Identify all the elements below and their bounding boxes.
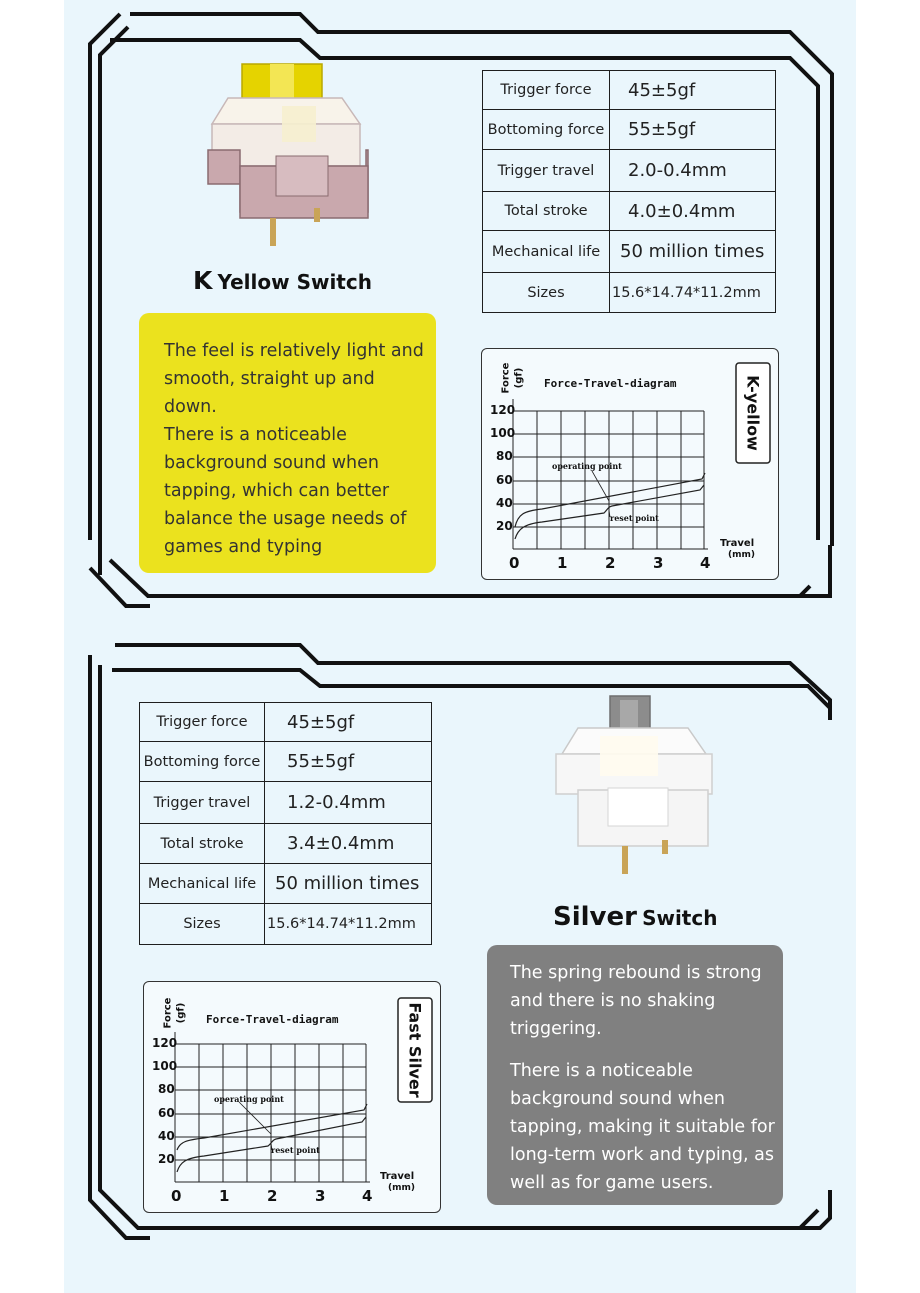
description-paragraph: There is a noticeable background sound when tapping, making it suitable for long-term work and typing, as well as for game users. — [510, 1061, 775, 1193]
x-tick: 1 — [219, 1187, 230, 1205]
description-box — [487, 945, 783, 1205]
y-tick: 80 — [496, 449, 513, 463]
spec-table — [139, 702, 432, 945]
y-tick: 40 — [496, 496, 513, 510]
spec-row — [483, 192, 776, 231]
switch-title — [193, 266, 372, 295]
y-tick: 20 — [496, 519, 513, 533]
diagram-x-unit: (mm) — [728, 550, 755, 560]
x-tick: 1 — [557, 554, 568, 572]
diagram-y-label: Force — [162, 997, 174, 1029]
spec-row — [140, 824, 432, 864]
x-tick: 4 — [700, 554, 711, 572]
y-tick: 60 — [158, 1106, 175, 1120]
spec-label: Mechanical life — [140, 864, 265, 904]
spec-value: 55±5gf — [610, 110, 776, 150]
spec-label: Trigger travel — [140, 782, 265, 824]
spec-value: 4.0±0.4mm — [610, 192, 776, 231]
x-tick: 2 — [605, 554, 616, 572]
x-tick: 2 — [267, 1187, 278, 1205]
spec-label: Bottoming force — [483, 110, 610, 150]
diagram-x-label: Travel — [720, 538, 755, 549]
silver-switch-image — [548, 692, 718, 882]
description-paragraph: The spring rebound is strong and there is no shaking triggering. — [510, 963, 762, 1039]
switch-name-prefix: Silver — [553, 902, 637, 932]
switch-name-suffix: Switch — [642, 906, 718, 930]
y-tick: 20 — [158, 1152, 175, 1166]
operating-point-label: operating point — [552, 461, 622, 471]
spec-value: 2.0-0.4mm — [610, 150, 776, 192]
diagram-title: Force-Travel-diagram — [206, 1013, 339, 1026]
diagram-badge-label: K-yellow — [743, 375, 763, 451]
switch-title — [553, 902, 717, 932]
spec-label: Bottoming force — [140, 742, 265, 782]
x-tick: 0 — [509, 554, 520, 572]
diagram-x-label: Travel — [380, 1171, 415, 1182]
spec-value: 15.6*14.74*11.2mm — [265, 904, 432, 945]
spec-row — [140, 742, 432, 782]
spec-row — [140, 703, 432, 742]
y-tick: 120 — [152, 1036, 178, 1050]
reset-point-label: reset point — [271, 1145, 320, 1155]
spec-label: Trigger force — [140, 703, 265, 742]
spec-row — [483, 71, 776, 110]
diagram-x-unit: (mm) — [388, 1183, 415, 1193]
diagram-title: Force-Travel-diagram — [544, 377, 677, 390]
spec-value: 55±5gf — [265, 742, 432, 782]
operating-point-label: operating point — [214, 1094, 284, 1104]
spec-row — [483, 231, 776, 273]
y-tick: 120 — [490, 403, 516, 417]
spec-value: 1.2-0.4mm — [265, 782, 432, 824]
switch-name-suffix: Yellow Switch — [217, 270, 372, 294]
spec-value: 45±5gf — [265, 703, 432, 742]
y-tick: 100 — [152, 1059, 178, 1073]
x-tick: 3 — [653, 554, 664, 572]
x-tick: 3 — [315, 1187, 326, 1205]
spec-value: 50 million times — [610, 231, 776, 273]
spec-label: Sizes — [483, 273, 610, 313]
spec-label: Trigger travel — [483, 150, 610, 192]
spec-label: Mechanical life — [483, 231, 610, 273]
diagram-badge-label: Fast Silver — [405, 1002, 425, 1098]
spec-label: Total stroke — [140, 824, 265, 864]
spec-row — [483, 273, 776, 313]
force-travel-diagram — [481, 348, 779, 580]
y-tick: 100 — [490, 426, 516, 440]
spec-row — [483, 150, 776, 192]
spec-row — [140, 904, 432, 945]
spec-label: Trigger force — [483, 71, 610, 110]
spec-row — [483, 110, 776, 150]
description-paragraph: There is a noticeable background sound when tapping, which can better balance the usage needs of games and typing — [164, 425, 407, 557]
x-tick: 0 — [171, 1187, 182, 1205]
force-travel-diagram — [143, 981, 441, 1213]
diagram-y-label: Force — [500, 362, 512, 394]
switch-name-prefix: K — [193, 266, 213, 295]
spec-value: 45±5gf — [610, 71, 776, 110]
reset-point-label: reset point — [610, 513, 659, 523]
description-box — [139, 313, 436, 573]
spec-row — [140, 864, 432, 904]
y-tick: 80 — [158, 1082, 175, 1096]
diagram-y-unit: (gf) — [175, 1002, 187, 1024]
description-paragraph: The feel is relatively light and smooth, straight up and down. — [164, 341, 424, 417]
k-yellow-switch-image — [190, 62, 380, 252]
spec-row — [140, 782, 432, 824]
y-tick: 60 — [496, 473, 513, 487]
spec-value: 15.6*14.74*11.2mm — [610, 273, 776, 313]
spec-label: Total stroke — [483, 192, 610, 231]
spec-value: 3.4±0.4mm — [265, 824, 432, 864]
spec-value: 50 million times — [265, 864, 432, 904]
x-tick: 4 — [362, 1187, 373, 1205]
spec-table — [482, 70, 776, 313]
spec-label: Sizes — [140, 904, 265, 945]
y-tick: 40 — [158, 1129, 175, 1143]
diagram-y-unit: (gf) — [513, 367, 525, 389]
